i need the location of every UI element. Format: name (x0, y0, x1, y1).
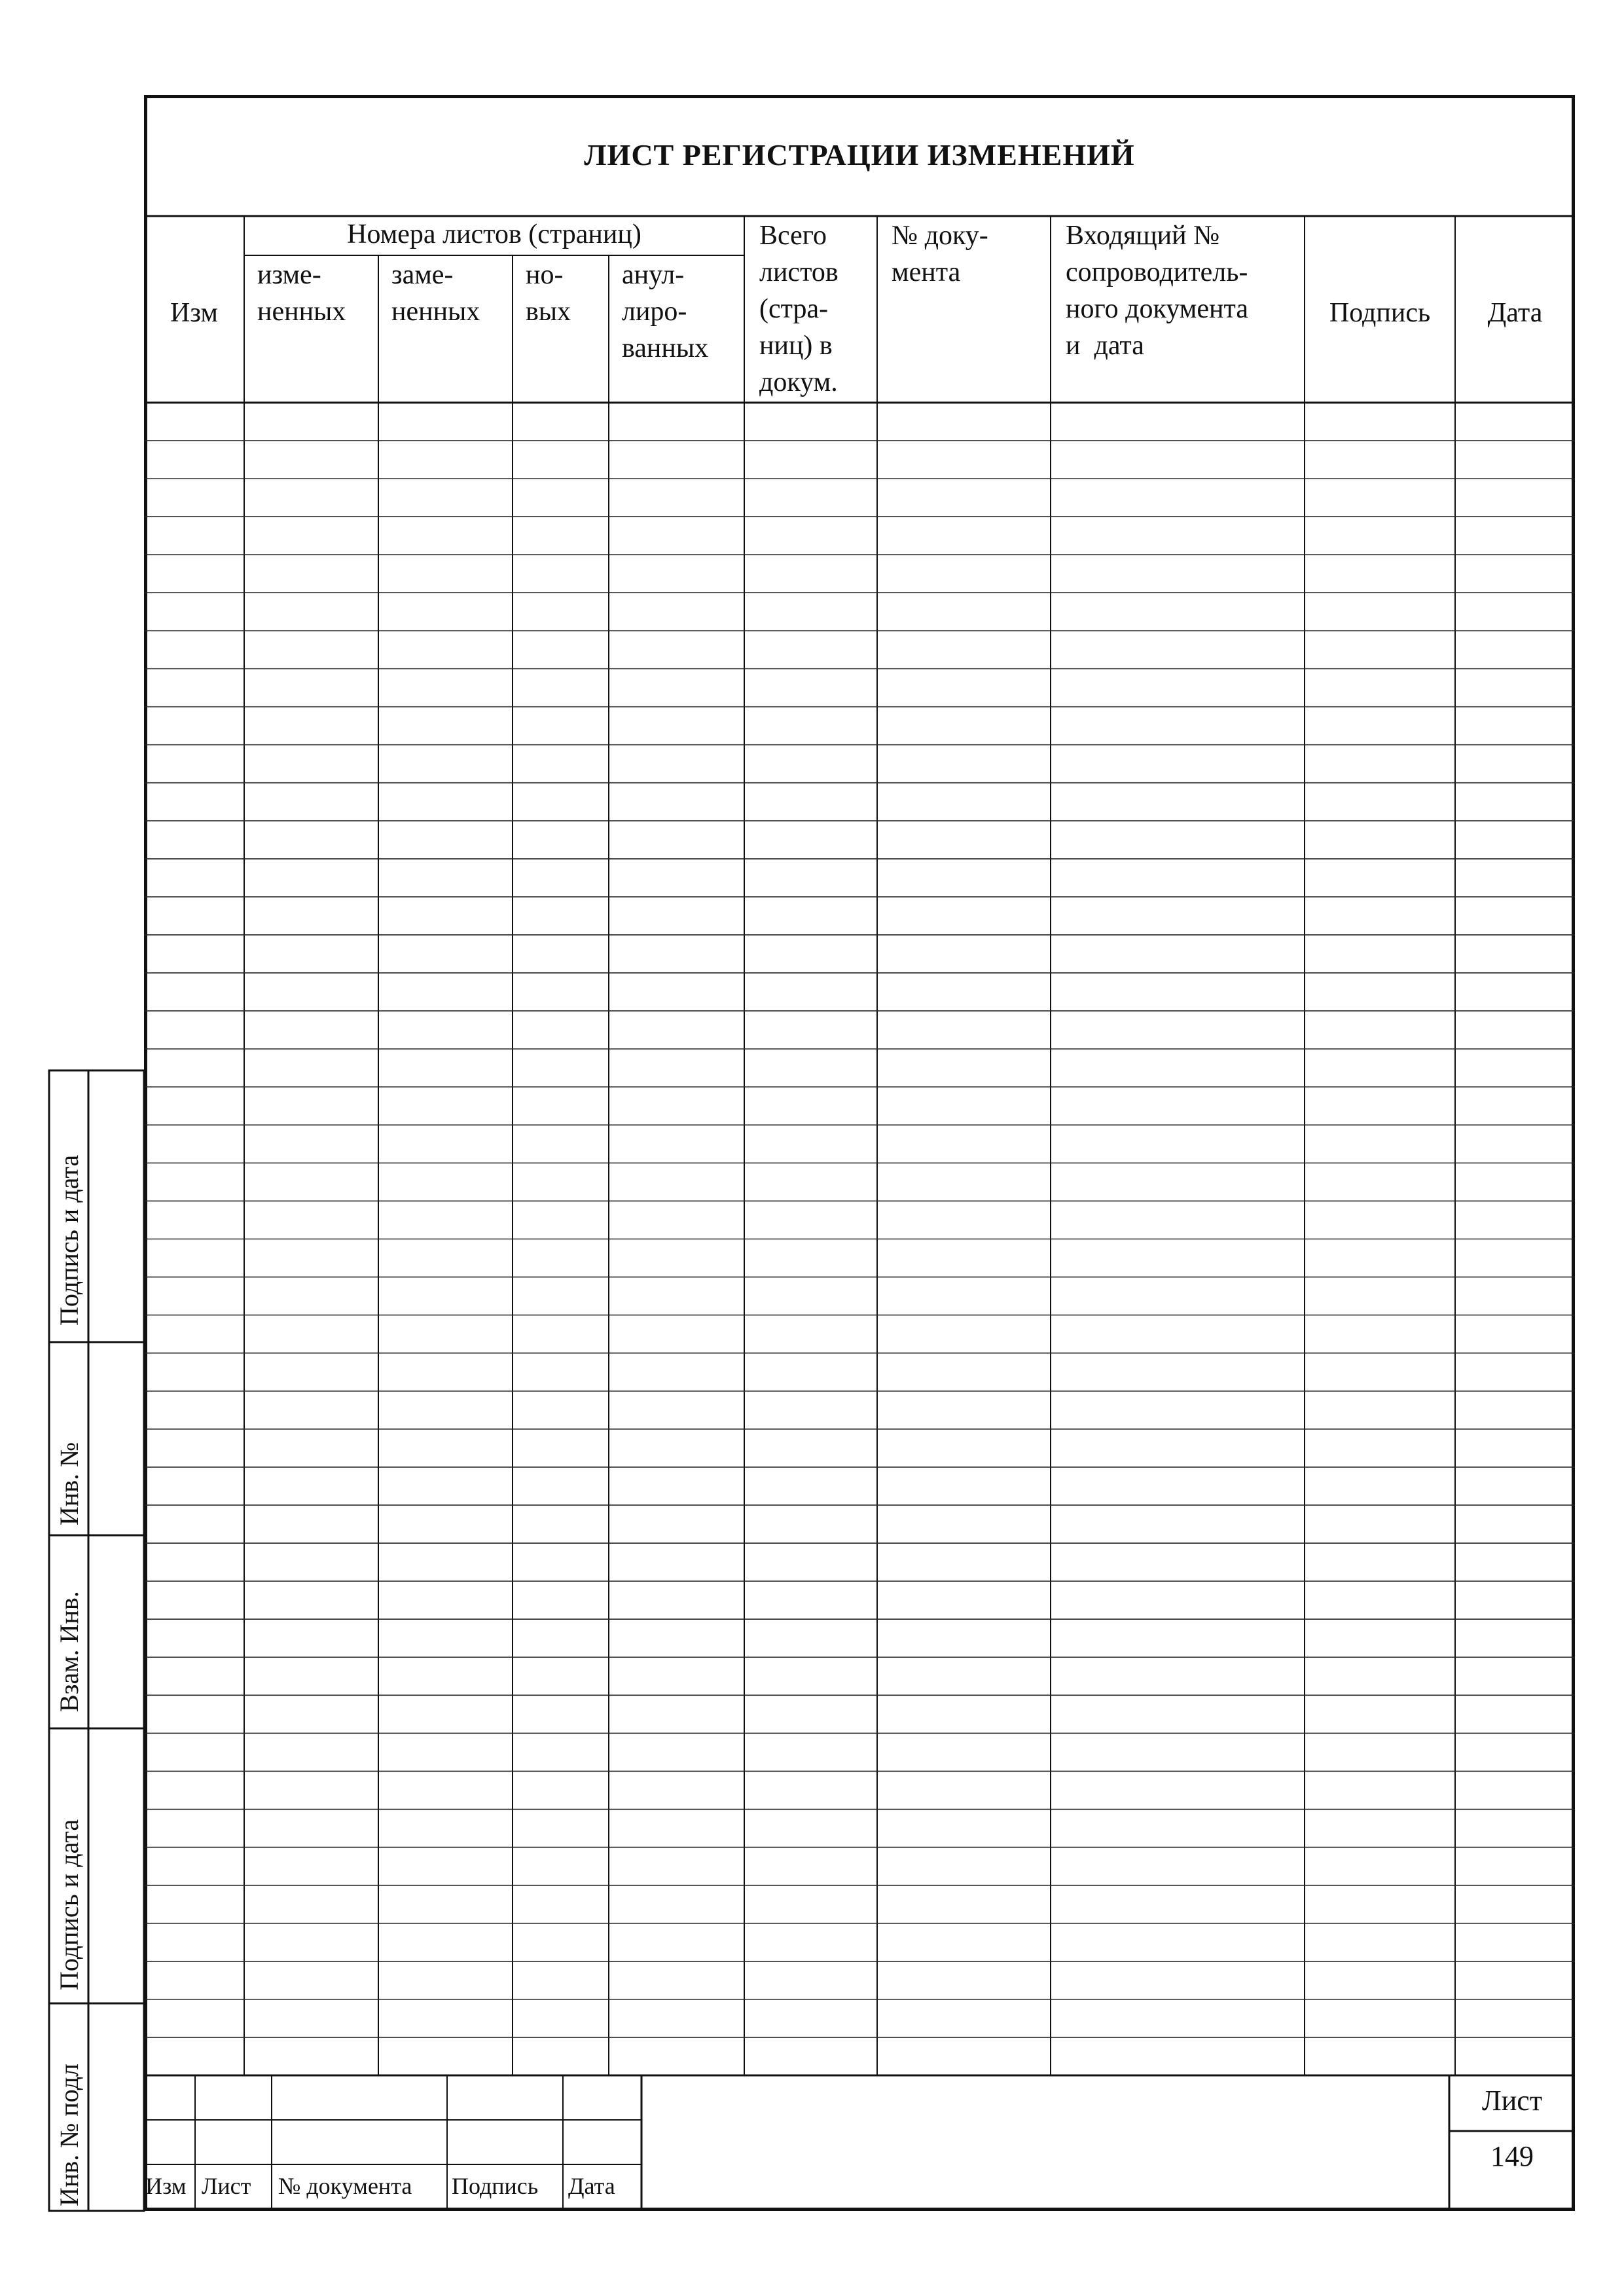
title-block-list: Лист (202, 2173, 251, 2199)
sheet-number: 149 (1490, 2140, 1534, 2172)
side-label-signature-date-2: Подпись и дата (54, 1819, 84, 1990)
col-header-date: Дата (1487, 298, 1543, 328)
col-header-document-number: № доку- мента (892, 221, 988, 287)
col-header-incoming-document: Входящий № сопроводитель- ного документа и дата (1066, 221, 1248, 361)
col-header-changed: изме- ненных (257, 260, 346, 327)
title-block-izm: Изм (145, 2173, 187, 2199)
col-header-izm: Изм (170, 298, 218, 328)
col-header-total-sheets: Всего листов (стра- ниц) в докум. (759, 221, 839, 397)
page-title: ЛИСТ РЕГИСТРАЦИИ ИЗМЕНЕНИЙ (584, 138, 1135, 172)
col-header-replaced: заме- ненных (391, 260, 480, 327)
col-group-header-sheet-numbers: Номера листов (страниц) (347, 219, 641, 249)
title-block-date: Дата (568, 2173, 615, 2199)
sheet-label: Лист (1481, 2085, 1543, 2117)
side-label-replacement-inventory: Взам. Инв. (54, 1591, 84, 1712)
col-header-new: но- вых (526, 260, 571, 327)
col-header-annulled: анул- лиро- ванных (622, 260, 709, 363)
side-label-signature-date-1: Подпись и дата (54, 1154, 84, 1326)
col-header-signature: Подпись (1329, 298, 1431, 328)
title-block-signature: Подпись (452, 2173, 539, 2199)
side-label-original-inventory: Инв. № подл (54, 2064, 84, 2206)
side-label-inventory-number: Инв. № (54, 1442, 84, 1525)
title-block-document-number: № документа (278, 2173, 412, 2199)
